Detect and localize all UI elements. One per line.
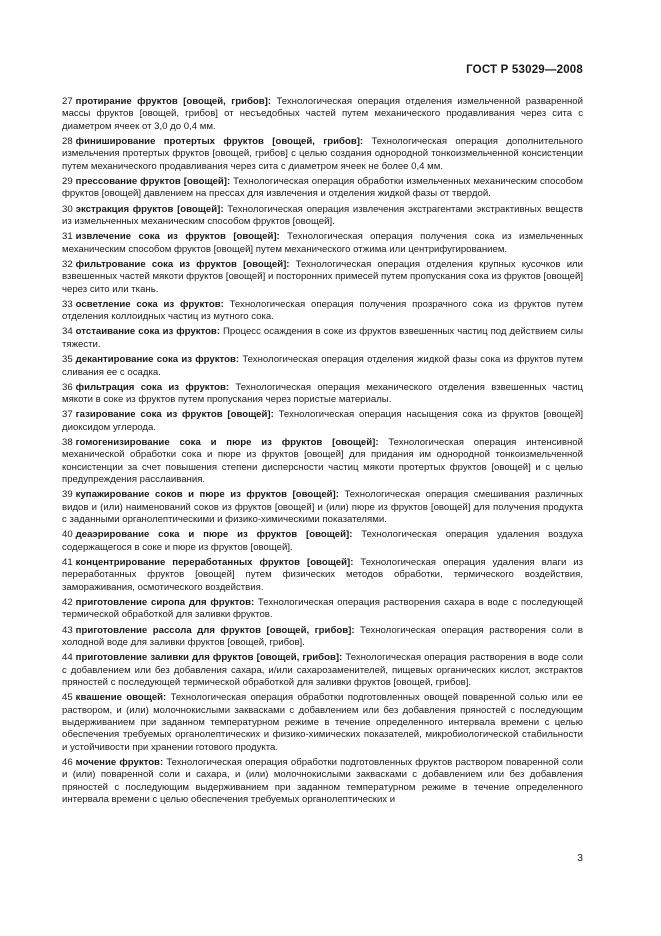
- term-title: экстракция фруктов [овощей]:: [75, 203, 224, 215]
- term-title: декантирование сока из фруктов:: [75, 354, 240, 366]
- term-definition: Технологическая операция извлечения экстрагентами экстрактивных веществ из измельченных механическим способом фруктов [овощей].: [62, 203, 583, 228]
- term-entry-36: [62, 382, 583, 407]
- term-title: осветление сока из фруктов:: [75, 298, 224, 310]
- term-number: 41: [62, 556, 73, 568]
- term-definition: Технологическая операция обработки подготовленных овощей поваренной солью или ее раствором, и (или) молочнокислыми заквасками с добавлением или без добавления пряностей с последующим выдерживанием при заданном температурном режиме в течение определенного интервала времени с целью обеспечения требуемых органолептических и физико-химических показателей, микробиологической стабильности и устойчивости при хранении готового продукта.: [62, 692, 583, 753]
- term-definition: Технологическая операция механического отделения взвешенных частиц мякоти в соке из фруктов путем пропускания через пористые материалы.: [62, 381, 584, 406]
- term-entry-27: [62, 96, 583, 133]
- term-definition: Технологическая операция удаления воздуха содержащегося в соке и пюре из фруктов [овощей].: [62, 529, 583, 553]
- term-title: приготовление рассола для фруктов [овощей, грибов]:: [75, 624, 355, 636]
- terms-list: [62, 96, 583, 809]
- term-entry-42: [62, 597, 583, 622]
- term-number: 35: [62, 354, 73, 366]
- term-title: квашение овощей:: [75, 692, 167, 704]
- page-number: 3: [577, 852, 583, 864]
- term-entry-32: [62, 259, 583, 296]
- term-title: гомогенизирование сока и пюре из фруктов [овощей]:: [75, 436, 379, 448]
- term-number: 34: [62, 326, 73, 338]
- term-definition: Технологическая операция дополнительного измельчения протертых фруктов [овощей, грибов] с целью создания однородной тонкоизмельченной консистенции путем механического продавливания через сита с диаметром ячеек не более 0,4 мм.: [62, 136, 583, 172]
- term-definition: Технологическая операция удаления влаги из переработанных фруктов [овощей] путем физических методов обработки, термического воздействия, замораживания, осмотического воздействия.: [62, 556, 584, 593]
- term-definition: Технологическая операция насыщения сока из фруктов [овощей] диоксидом углерода.: [62, 409, 583, 433]
- term-title: приготовление сиропа для фруктов:: [75, 596, 255, 608]
- term-entry-28: [62, 136, 583, 173]
- term-entry-40: [62, 529, 583, 554]
- term-entry-46: [62, 757, 583, 807]
- term-entry-41: [62, 557, 583, 594]
- term-entry-33: [62, 299, 583, 324]
- term-definition: Процесс осаждения в соке из фруктов взвешенных частиц под действием силы тяжести.: [62, 326, 583, 350]
- term-number: 36: [62, 381, 73, 393]
- term-entry-43: [62, 625, 583, 650]
- term-entry-30: [62, 204, 583, 229]
- term-title: прессование фруктов [овощей]:: [75, 176, 231, 188]
- term-number: 39: [62, 489, 73, 501]
- standard-number-header: ГОСТ Р 53029—2008: [466, 64, 583, 76]
- term-entry-31: [62, 231, 583, 256]
- term-title: отстаивание сока из фруктов:: [75, 326, 221, 338]
- term-number: 42: [62, 596, 73, 608]
- term-title: фильтрование сока из фруктов [овощей]:: [75, 258, 290, 270]
- term-number: 40: [62, 529, 73, 541]
- term-number: 37: [62, 409, 73, 421]
- term-entry-29: [62, 176, 583, 201]
- term-entry-35: [62, 354, 583, 379]
- term-entry-39: [62, 489, 583, 526]
- term-entry-45: [62, 692, 583, 754]
- term-number: 29: [62, 176, 73, 188]
- term-entry-38: [62, 437, 583, 487]
- term-number: 31: [62, 231, 73, 243]
- term-entry-34: [62, 326, 583, 351]
- term-title: газирование сока из фруктов [овощей]:: [75, 409, 274, 421]
- term-number: 45: [62, 692, 73, 704]
- term-title: концентрирование переработанных фруктов [овощей]:: [75, 556, 354, 568]
- term-title: извлечение сока из фруктов [овощей]:: [75, 231, 280, 243]
- term-definition: Технологическая операция отделения измельченной разваренной массы фруктов [овощей, грибов] от несъедобных частей путем механического продавливания через сита с диаметром ячеек от 3,0 до 0,4 мм.: [62, 96, 583, 132]
- term-definition: Технологическая операция растворения сахара в воде с последующей термической обработкой для заливки фруктов.: [62, 596, 583, 621]
- term-definition: Технологическая операция растворения соли в холодной воде для заливки фруктов [овощей, грибов].: [62, 624, 583, 648]
- term-title: фильтрация сока из фруктов:: [75, 381, 230, 393]
- term-definition: Технологическая операция отделения жидкой фазы сока из фруктов путем сливания ее с осадка.: [62, 354, 583, 378]
- term-title: деаэрирование сока и пюре из фруктов [овощей]:: [75, 529, 353, 541]
- term-entry-44: [62, 652, 583, 689]
- term-title: мочение фруктов:: [75, 757, 164, 769]
- term-number: 43: [62, 624, 73, 636]
- term-definition: Технологическая операция обработки подготовленных фруктов раствором поваренной соли и (или) поваренной соли и сахара, и (или) молочнокислыми заквасками с добавлением или без добавления пряностей с последующим выдерживанием при заданном температурном режиме в течение определенного интервала времени с целью обеспечения требуемых органолептических и: [62, 757, 583, 806]
- term-definition: Технологическая операция обработки измельченных механическим способом фруктов [овощей] давлением на прессах для извлечения и отделения жидкой фазы от твердой.: [62, 176, 583, 200]
- term-entry-37: [62, 409, 583, 434]
- term-title: приготовление заливки для фруктов [овощей, грибов]:: [75, 652, 343, 664]
- term-title: протирание фруктов [овощей, грибов]:: [75, 96, 272, 107]
- term-title: купажирование соков и пюре из фруктов [овощей]:: [75, 489, 339, 501]
- term-number: 32: [62, 258, 73, 270]
- term-number: 38: [62, 436, 73, 448]
- term-definition: Технологическая операция растворения в воде соли с добавлением или без добавления сахара, и/или сахарозаменителей, пищевых органических кислот, экстрактов пряностей с последующей термической обработкой для заливки фруктов [овощей, грибов].: [62, 652, 583, 689]
- term-definition: Технологическая операция смешивания различных видов и (или) наименований соков из фруктов [овощей] и (или) пюре из фруктов [овощей] для получения продукта с заданными органолептическими и физико-химическими показателями.: [62, 489, 583, 526]
- term-definition: Технологическая операция получения сока из измельченных механическим способом фруктов [овощей] путем механического отжима или центрифугированием.: [62, 231, 583, 255]
- term-definition: Технологическая операция получения прозрачного сока из фруктов путем отделения коллоидных частиц из мутного сока.: [62, 298, 583, 323]
- term-number: 33: [62, 298, 73, 310]
- term-number: 27: [62, 96, 73, 107]
- term-number: 28: [62, 136, 73, 148]
- term-number: 44: [62, 652, 73, 664]
- term-definition: Технологическая операция отделения крупных кусочков или взвешенных частей мякоти фруктов [овощей] и посторонних примесей путем пропускания сока из фруктов [овощей] через сито или ткань.: [62, 258, 584, 295]
- term-title: финиширование протертых фруктов [овощей, грибов]:: [75, 136, 364, 148]
- term-number: 30: [62, 203, 73, 215]
- term-number: 46: [62, 757, 73, 769]
- term-definition: Технологическая операция интенсивной механической обработки сока и пюре из фруктов [овощей] для придания им однородной тонкоизмельченной консистенции за счет повышения степени дисперсности частиц мякоти протертых фруктов [овощей] и с целью предупреждения расслаивания.: [62, 436, 583, 486]
